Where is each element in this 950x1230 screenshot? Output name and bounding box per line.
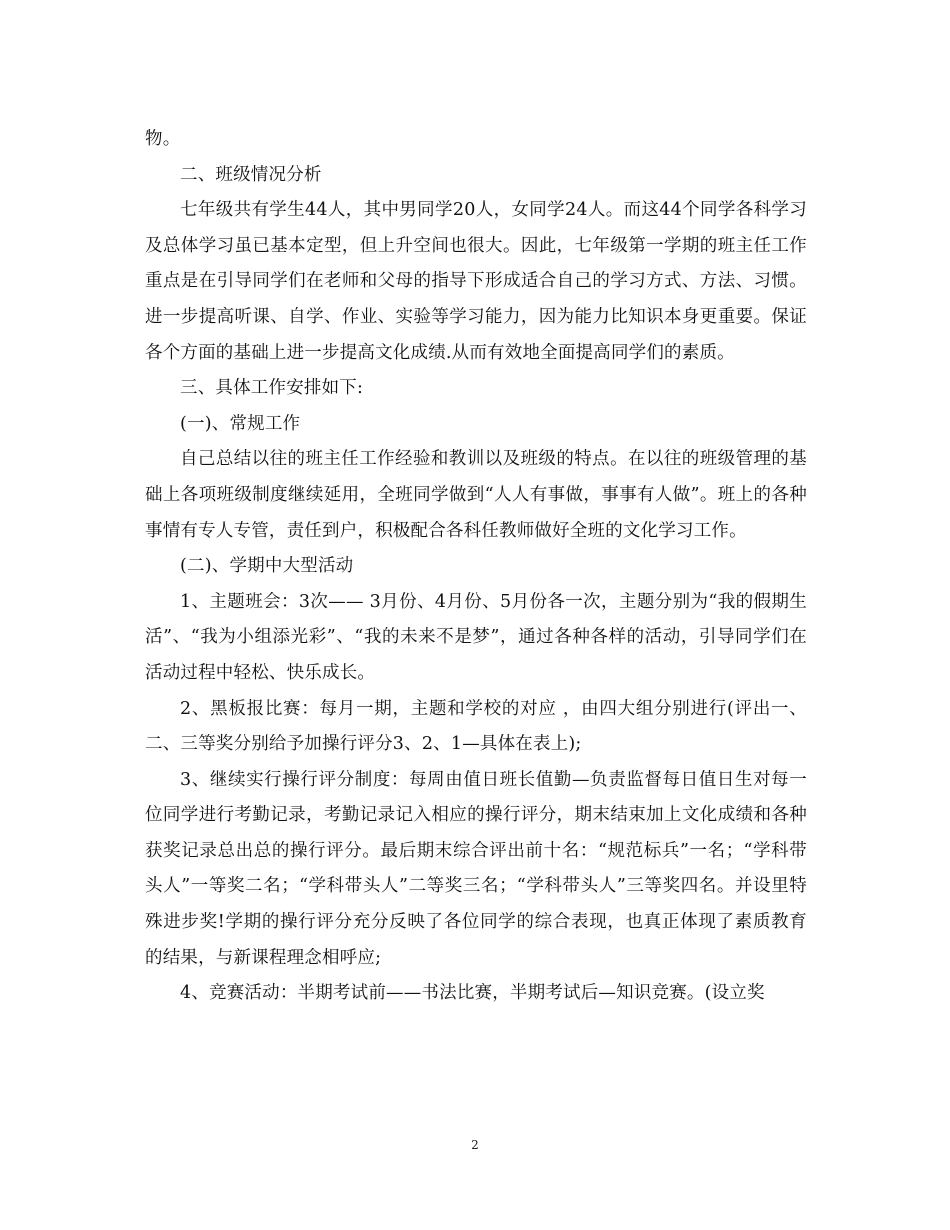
paragraph-conduct-scoring: 3、继续实行操行评分制度：每周由值日班长值勤—负责监督每日值日生对每一位同学进行考勤记录，考勤记录记入相应的操行评分，期末结束加上文化成绩和各种获奖记录总出总的操行评分。最后期末综合评出前十名：“规范标兵”一名；“学科带头人”一等奖二名；“学科带头人”二等奖三名；“学科带头人”三等奖四名。并设里特殊进步奖!学期的操行评分充分反映了各位同学的综合表现，也真正体现了素质教育的结果，与新课程理念相呼应; [145, 769, 807, 968]
heading-class-analysis: 二、班级情况分析 [180, 164, 322, 185]
heading-major-activities: (二)、学期中大型活动 [180, 556, 354, 577]
paragraph-routine-work: 自己总结以往的班主任工作经验和教训以及班级的特点。在以往的班级管理的基础上各项班级制度继续延用，全班同学做到“人人有事做，事事有人做”。班上的各种事情有专人专管，责任到户，积极配合各科任教师做好全班的文化学习工作。 [145, 449, 807, 541]
heading-work-arrangement: 三、具体工作安排如下: [180, 378, 364, 399]
paragraph-continuation: 物。 [145, 129, 181, 149]
heading-routine-work: (一)、常规工作 [180, 413, 301, 434]
paragraph-class-analysis: 七年级共有学生44人，其中男同学20人，女同学24人。而这44个同学各科学习及总体学习虽已基本定型，但上升空间也很大。因此，七年级第一学期的班主任工作重点是在引导同学们在老师和父母的指导下形成适合自己的学习方式、方法、习惯。进一步提高听课、自学、作业、实验等学习能力，因为能力比知识本身更重要。保证各个方面的基础上进一步提高文化成绩.从而有效地全面提高同学们的素质。 [145, 200, 807, 363]
paragraph-theme-meeting: 1、主题班会：3次—— 3月份、4月份、5月份各一次，主题分别为“我的假期生活”、“我为小组添光彩”、“我的未来不是梦”，通过各种各样的活动，引导同学们在活动过程中轻松、快乐成长。 [145, 591, 807, 683]
document-body [145, 122, 807, 1012]
page-number: 2 [471, 1138, 479, 1152]
paragraph-competitions: 4、竞赛活动：半期考试前——书法比赛，半期考试后—知识竞赛。(设立奖 [180, 983, 765, 1004]
paragraph-blackboard-contest: 2、黑板报比赛：每月一期，主题和学校的对应 ，由四大组分别进行(评出一、二、三等奖分别给予加操行评分3、2、1—具体在表上); [145, 698, 807, 755]
